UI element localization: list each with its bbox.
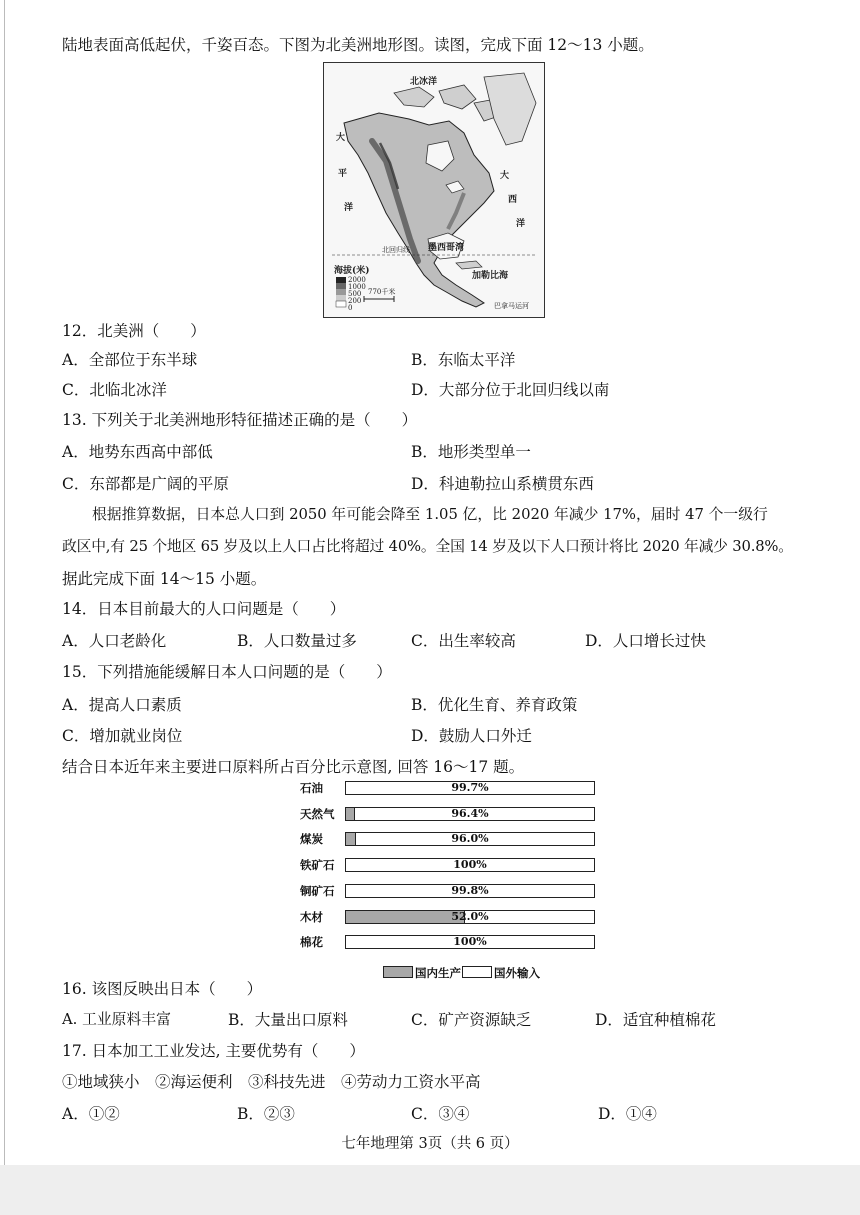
bar-category-label: 木材 <box>300 909 323 924</box>
map-label-atlantic-1: 大 <box>500 171 510 181</box>
bar-category-label: 石油 <box>300 781 323 795</box>
bar-category-label: 天然气 <box>300 806 335 821</box>
legend-swatch-import <box>462 966 492 978</box>
q17-items: ①地域狭小 ②海运便利 ③科技先进 ④劳动力工资水平高 <box>62 1073 481 1091</box>
q16-option-b[interactable]: B．大量出口原料 <box>228 1011 348 1029</box>
map-label-atlantic-2: 西 <box>508 195 518 205</box>
q15-option-a[interactable]: A．提高人口素质 <box>62 696 182 714</box>
q12-option-c[interactable]: C．北临北冰洋 <box>62 381 167 399</box>
passage-line-3: 据此完成下面 14～15 小题。 <box>62 570 267 588</box>
q17-option-a[interactable]: A．①② <box>62 1105 120 1123</box>
bar-value-label: 99.8% <box>451 883 489 897</box>
bar-row <box>300 909 620 926</box>
map-legend-1000: 1000 <box>348 283 366 291</box>
bar-category-label: 铁矿石 <box>300 858 335 873</box>
q13-option-a[interactable]: A．地势东西高中部低 <box>62 443 213 461</box>
map-label-caribbean: 加勒比海 <box>472 271 509 281</box>
bar-track <box>345 935 595 949</box>
map-legend-500: 500 <box>348 290 362 298</box>
map-legend-0: 0 <box>348 304 353 312</box>
map-scale-label: 770千米 <box>368 288 396 296</box>
bar-value-label: 100% <box>453 935 487 949</box>
q12-option-a[interactable]: A．全部位于东半球 <box>62 351 198 369</box>
map-label-arctic: 北冰洋 <box>410 77 438 87</box>
q17-option-b[interactable]: B．②③ <box>237 1105 295 1123</box>
q14-option-c[interactable]: C．出生率较高 <box>411 632 516 650</box>
q13-option-b[interactable]: B．地形类型单一 <box>411 443 531 461</box>
bar-track <box>345 858 595 872</box>
scan-bottom-band <box>0 1165 860 1215</box>
map-label-panama: 巴拿马运河 <box>494 302 529 310</box>
page-footer: 七年地理第 3页（共 6 页） <box>341 1136 519 1152</box>
bar-row <box>300 831 620 848</box>
passage-line-2: 政区中,有 25 个地区 65 岁及以上人口占比将超过 40%。全国 14 岁及以下人口预计将比 2020 年减少 30.8%。 <box>62 538 793 555</box>
map-legend-2000: 2000 <box>348 276 366 284</box>
map-label-tropic: 北回归线 <box>382 246 410 254</box>
bar-category-label: 铜矿石 <box>300 883 335 898</box>
north-america-terrain-map <box>323 62 545 318</box>
q15-stem: 15．下列措施能缓解日本人口问题的是（ ） <box>62 663 392 681</box>
bar-value-label: 99.7% <box>451 781 489 794</box>
map-legend-200: 200 <box>348 297 362 305</box>
bar-row <box>300 806 620 823</box>
q13-stem: 13. 下列关于北美洲地形特征描述正确的是（ ） <box>62 411 418 429</box>
q17-option-d[interactable]: D．①④ <box>598 1105 657 1123</box>
bar-value-label: 100% <box>453 858 487 872</box>
legend-label-import: 国外输入 <box>494 966 540 980</box>
map-label-legend-title: 海拔(米) <box>334 266 370 276</box>
q16-option-a[interactable]: A. 工业原料丰富 <box>62 1011 171 1028</box>
map-label-gulf: 墨西哥湾 <box>428 243 465 253</box>
q15-option-d[interactable]: D．鼓励人口外迁 <box>411 727 532 745</box>
q12-stem: 12．北美洲（ ） <box>62 322 206 340</box>
bar-category-label: 煤炭 <box>300 832 323 847</box>
map-label-atlantic-3: 洋 <box>516 219 526 229</box>
page-edge-rule <box>4 0 5 1190</box>
bar-row <box>300 883 620 900</box>
map-label-pacific-3: 洋 <box>344 203 354 213</box>
bar-category-label: 棉花 <box>300 935 323 950</box>
q17-option-c[interactable]: C．③④ <box>411 1105 470 1123</box>
intro-q12-13: 陆地表面高低起伏，千姿百态。下图为北美洲地形图。读图，完成下面 12～13 小题。 <box>62 36 654 54</box>
bar-value-label: 52.0% <box>451 909 489 923</box>
bar-track <box>345 807 595 821</box>
q14-option-d[interactable]: D．人口增长过快 <box>585 632 706 650</box>
bar-row <box>300 857 620 874</box>
map-label-pacific-1: 大 <box>336 133 346 143</box>
q16-stem: 16. 该图反映出日本（ ） <box>62 980 263 998</box>
q14-option-a[interactable]: A．人口老龄化 <box>62 632 167 650</box>
bar-value-label: 96.4% <box>451 806 489 820</box>
q15-option-c[interactable]: C．增加就业岗位 <box>62 727 183 745</box>
bar-value-label: 96.0% <box>451 832 489 846</box>
q16-option-c[interactable]: C．矿产资源缺乏 <box>411 1011 532 1029</box>
bar-track <box>345 781 595 795</box>
passage-line-1: 根据推算数据，日本总人口到 2050 年可能会降至 1.05 亿，比 2020 年减少 17%，届时 47 个一级行 <box>92 506 768 523</box>
q14-stem: 14．日本目前最大的人口问题是（ ） <box>62 600 346 618</box>
q12-option-b[interactable]: B．东临太平洋 <box>411 351 516 369</box>
q16-option-d[interactable]: D．适宜种植棉花 <box>595 1011 716 1029</box>
legend-swatch-domestic <box>383 966 413 978</box>
bar-track <box>345 910 595 924</box>
map-label-pacific-2: 平 <box>338 169 348 179</box>
import-ratio-bar-chart <box>300 780 620 985</box>
bar-track <box>345 884 595 898</box>
q17-stem: 17. 日本加工工业发达, 主要优势有（ ） <box>62 1042 365 1060</box>
q13-option-d[interactable]: D．科迪勒拉山系横贯东西 <box>411 475 594 493</box>
legend-label-domestic: 国内生产 <box>415 966 461 980</box>
q15-option-b[interactable]: B．优化生育、养育政策 <box>411 696 578 714</box>
q12-option-d[interactable]: D．大部分位于北回归线以南 <box>411 381 610 399</box>
chart-legend <box>383 966 540 980</box>
bar-track <box>345 832 595 846</box>
q14-option-b[interactable]: B．人口数量过多 <box>237 632 357 650</box>
bar-row <box>300 934 620 951</box>
q13-option-c[interactable]: C．东部都是广阔的平原 <box>62 475 229 493</box>
intro-q16-17: 结合日本近年来主要进口原料所占百分比示意图, 回答 16～17 题。 <box>62 758 525 776</box>
bar-row <box>300 780 620 797</box>
